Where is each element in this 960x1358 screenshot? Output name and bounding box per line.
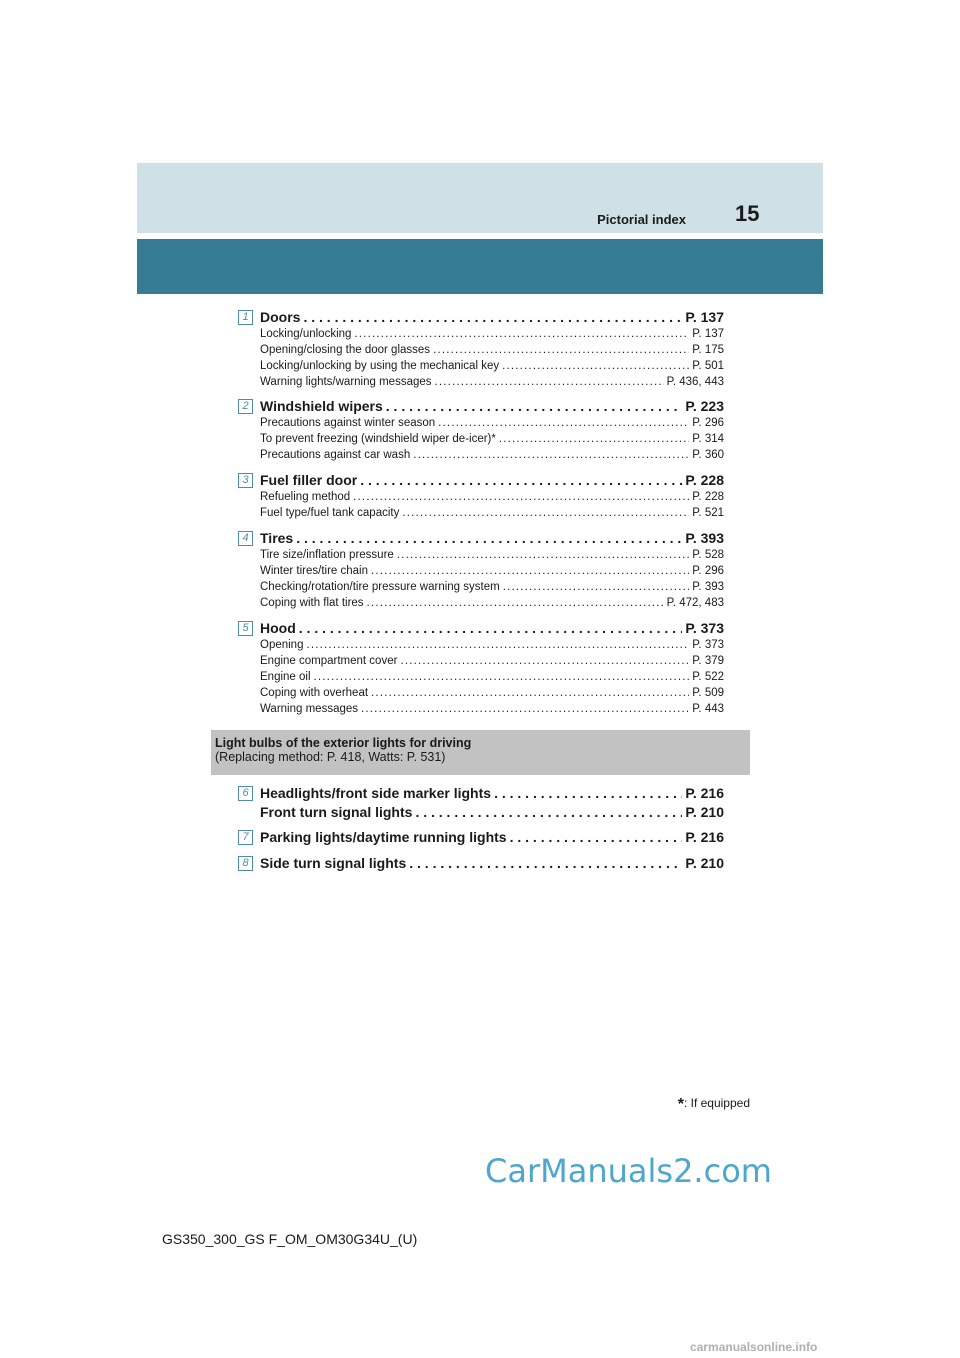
section-title: Pictorial index xyxy=(597,212,686,227)
page-ref: P. 379 xyxy=(692,655,724,667)
entry-title: Fuel filler door xyxy=(260,472,358,488)
footnote xyxy=(662,1096,750,1114)
footnote-mark: * xyxy=(677,1096,684,1113)
page-ref: P. 443 xyxy=(692,703,724,715)
page-ref: P. 393 xyxy=(692,581,724,593)
callout-number: 7 xyxy=(238,830,253,845)
page-ref: P. 216 xyxy=(685,785,724,801)
leader-dots xyxy=(438,417,689,429)
sub-row[interactable] xyxy=(260,565,724,577)
leader-dots xyxy=(433,344,689,356)
sub-row[interactable] xyxy=(260,687,724,699)
sub-row[interactable] xyxy=(260,344,724,356)
entry-title-row[interactable] xyxy=(260,530,724,546)
page-ref: P. 137 xyxy=(685,309,724,325)
entry-title: Parking lights/daytime running lights xyxy=(260,829,507,845)
leader-dots xyxy=(303,309,682,325)
sub-label: Winter tires/tire chain xyxy=(260,565,369,577)
sub-label: Opening/closing the door glasses xyxy=(260,344,431,356)
sub-label: Checking/rotation/tire pressure warning system xyxy=(260,581,500,593)
page-ref: P. 472, 483 xyxy=(666,597,724,609)
leader-dots xyxy=(296,530,682,546)
entry-title-row[interactable] xyxy=(260,855,724,871)
page-ref: P. 137 xyxy=(692,328,724,340)
sub-row[interactable] xyxy=(260,655,724,667)
sub-label: Fuel type/fuel tank capacity xyxy=(260,507,400,519)
sub-label: Warning lights/warning messages xyxy=(260,376,432,388)
entry-title-row[interactable] xyxy=(260,785,724,801)
callout-number: 5 xyxy=(238,621,253,636)
leader-dots xyxy=(400,655,689,667)
sub-label: Tire size/inflation pressure xyxy=(260,549,394,561)
sub-label: Opening xyxy=(260,639,304,651)
leader-dots xyxy=(353,491,689,503)
sub-row[interactable] xyxy=(260,376,724,388)
watermark-logo: CarManuals2.com xyxy=(485,1152,772,1190)
sub-row[interactable] xyxy=(260,360,724,372)
entry-title-row[interactable] xyxy=(260,398,724,414)
entry-title: Tires xyxy=(260,530,294,546)
sub-label: Locking/unlocking xyxy=(260,328,352,340)
entry-title-row[interactable] xyxy=(260,829,724,845)
info-box-subtitle: (Replacing method: P. 418, Watts: P. 531) xyxy=(215,750,446,764)
leader-dots xyxy=(386,398,683,414)
sub-label: Coping with flat tires xyxy=(260,597,364,609)
sub-row[interactable] xyxy=(260,507,724,519)
light-bulbs-info-box xyxy=(211,730,750,775)
leader-dots xyxy=(306,639,689,651)
entry-title: Windshield wipers xyxy=(260,398,383,414)
leader-dots xyxy=(367,597,664,609)
sub-label: To prevent freezing (windshield wiper de-icer)* xyxy=(260,433,496,445)
footnote-text: : If equipped xyxy=(683,1096,750,1110)
page-ref: P. 528 xyxy=(692,549,724,561)
document-code: GS350_300_GS F_OM_OM30G34U_(U) xyxy=(162,1231,418,1247)
leader-dots xyxy=(371,687,689,699)
page-ref: P. 228 xyxy=(685,472,724,488)
leader-dots xyxy=(314,671,690,683)
callout-number: 1 xyxy=(238,310,253,325)
page-ref: P. 175 xyxy=(692,344,724,356)
page-ref: P. 501 xyxy=(692,360,724,372)
leader-dots xyxy=(502,360,689,372)
callout-number: 4 xyxy=(238,531,253,546)
sub-label: Precautions against winter season xyxy=(260,417,436,429)
sub-row[interactable] xyxy=(260,581,724,593)
sub-row[interactable] xyxy=(260,671,724,683)
callout-number: 3 xyxy=(238,473,253,488)
sub-row[interactable] xyxy=(260,433,724,445)
leader-dots xyxy=(371,565,689,577)
info-box-title: Light bulbs of the exterior lights for driving xyxy=(215,736,472,750)
entry-title-row[interactable] xyxy=(260,804,724,820)
entry-title: Doors xyxy=(260,309,301,325)
page-ref: P. 228 xyxy=(692,491,724,503)
sub-row[interactable] xyxy=(260,703,724,715)
sub-label: Engine compartment cover xyxy=(260,655,398,667)
sub-row[interactable] xyxy=(260,597,724,609)
page-ref: P. 296 xyxy=(692,417,724,429)
sub-row[interactable] xyxy=(260,417,724,429)
leader-dots xyxy=(499,433,689,445)
page-ref: P. 360 xyxy=(692,449,724,461)
sub-row[interactable] xyxy=(260,549,724,561)
page-ref: P. 521 xyxy=(692,507,724,519)
sub-label: Locking/unlocking by using the mechanical key xyxy=(260,360,500,372)
page-ref: P. 522 xyxy=(692,671,724,683)
leader-dots xyxy=(435,376,664,388)
page-ref: P. 373 xyxy=(685,620,724,636)
entry-title: Side turn signal lights xyxy=(260,855,407,871)
sub-row[interactable] xyxy=(260,328,724,340)
sub-label: Precautions against car wash xyxy=(260,449,411,461)
page-ref: P. 314 xyxy=(692,433,724,445)
leader-dots xyxy=(503,581,690,593)
leader-dots xyxy=(413,449,689,461)
entry-title-row[interactable] xyxy=(260,620,724,636)
leader-dots xyxy=(397,549,689,561)
entry-title: Headlights/front side marker lights xyxy=(260,785,492,801)
entry-title-row[interactable] xyxy=(260,309,724,325)
sub-row[interactable] xyxy=(260,639,724,651)
site-watermark: carmanualsonline.info xyxy=(690,1340,818,1354)
page-ref: P. 210 xyxy=(685,855,724,871)
page-ref: P. 393 xyxy=(685,530,724,546)
page-ref: P. 210 xyxy=(685,804,724,820)
leader-dots xyxy=(510,829,683,845)
entry-title-row[interactable] xyxy=(260,472,724,488)
page-ref: P. 223 xyxy=(685,398,724,414)
sub-row[interactable] xyxy=(260,491,724,503)
callout-number: 6 xyxy=(238,786,253,801)
leader-dots xyxy=(299,620,683,636)
sub-label: Engine oil xyxy=(260,671,311,683)
entry-title: Front turn signal lights xyxy=(260,804,413,820)
entry-title: Hood xyxy=(260,620,296,636)
page-ref: P. 509 xyxy=(692,687,724,699)
callout-number: 8 xyxy=(238,856,253,871)
page-ref: P. 436, 443 xyxy=(666,376,724,388)
leader-dots xyxy=(354,328,689,340)
page-number: 15 xyxy=(735,201,760,226)
callout-number: 2 xyxy=(238,399,253,414)
sub-label: Warning messages xyxy=(260,703,359,715)
leader-dots xyxy=(409,855,682,871)
page-ref: P. 216 xyxy=(685,829,724,845)
page-ref: P. 373 xyxy=(692,639,724,651)
sub-label: Refueling method xyxy=(260,491,351,503)
leader-dots xyxy=(360,472,682,488)
header-color-band xyxy=(137,239,823,294)
leader-dots xyxy=(361,703,689,715)
sub-row[interactable] xyxy=(260,449,724,461)
sub-label: Coping with overheat xyxy=(260,687,369,699)
page-ref: P. 296 xyxy=(692,565,724,577)
leader-dots xyxy=(494,785,682,801)
leader-dots xyxy=(402,507,689,519)
leader-dots xyxy=(415,804,682,820)
